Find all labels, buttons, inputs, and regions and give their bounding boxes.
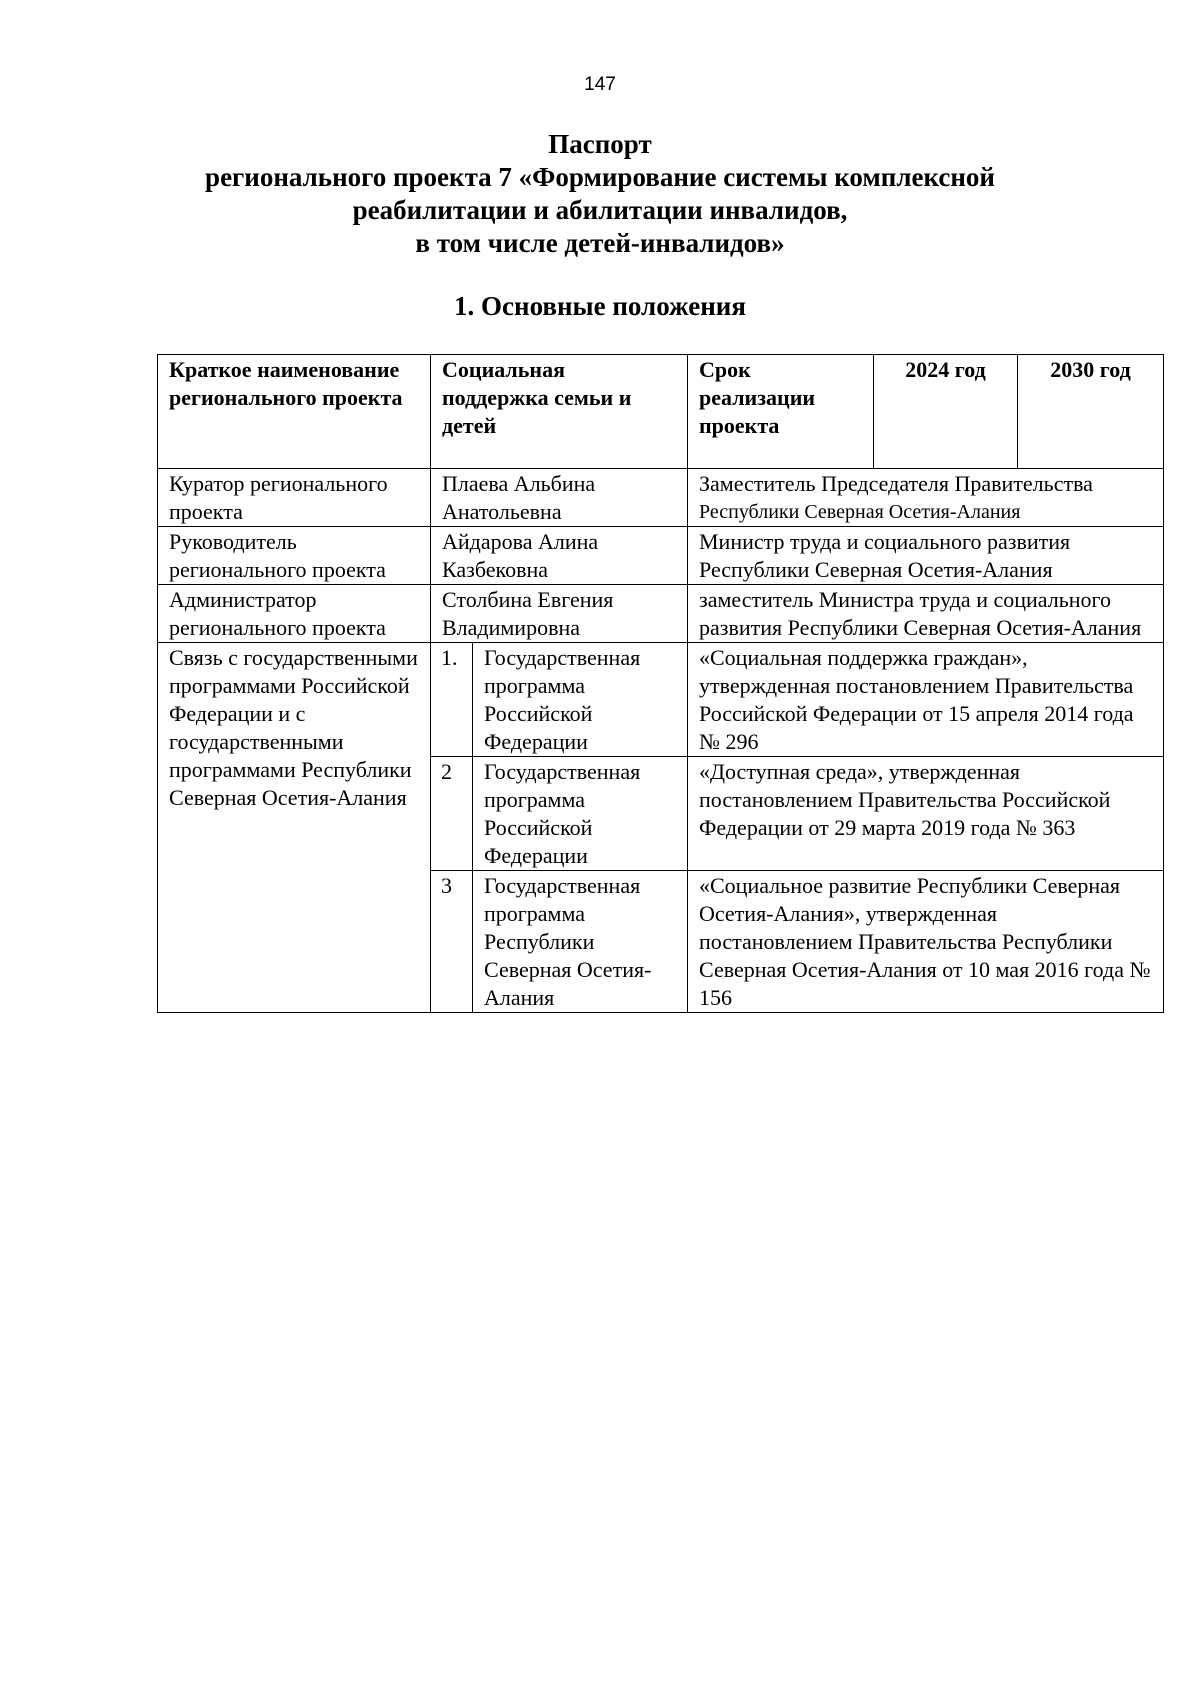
program-2-description-cell: «Доступная среда», утвержденная постановлением Правительства Российской Федерации от 29 марта 2019 года № 363 — [688, 757, 1164, 871]
leader-name-cell: Айдарова Алина Казбековна — [431, 527, 688, 585]
term-label-cell: Срок реализации проекта — [688, 355, 874, 469]
table-row-header — [158, 355, 1164, 469]
title-line-3: реабилитации и абилитации инвалидов, — [352, 195, 848, 225]
program-2-number-cell: 2 — [431, 757, 473, 871]
leader-label-cell: Руководитель регионального проекта — [158, 527, 431, 585]
passport-table — [157, 354, 1164, 1013]
curator-position-cell — [688, 469, 1164, 527]
table-row-leader — [158, 527, 1164, 585]
title-line-2: регионального проекта 7 «Формирование системы комплексной — [205, 162, 995, 192]
program-3-type-cell: Государственная программа Республики Северная Осетия-Алания — [473, 871, 688, 1013]
table-row-program-1 — [158, 643, 1164, 757]
links-label-cell: Связь с государственными программами Российской Федерации и с государственными программами Республики Северная Осетия-Алания — [158, 643, 431, 1013]
program-1-description-cell: «Социальная поддержка граждан», утвержденная постановлением Правительства Российской Федерации от 15 апреля 2014 года № 296 — [688, 643, 1164, 757]
program-3-description-cell: «Социальное развитие Республики Северная Осетия-Алания», утвержденная постановлением Правительства Республики Северная Осетия-Алания от 10 мая 2016 года № 156 — [688, 871, 1164, 1013]
curator-name-cell: Плаева Альбина Анатольевна — [431, 469, 688, 527]
curator-position-line-1: Заместитель Председателя Правительства — [699, 471, 1093, 496]
program-1-type-cell: Государственная программа Российской Федерации — [473, 643, 688, 757]
title-line-1: Паспорт — [548, 129, 652, 159]
administrator-position-cell: заместитель Министра труда и социального развития Республики Северная Осетия-Алания — [688, 585, 1164, 643]
curator-position-line-2: Республики Северная Осетия-Алания — [699, 501, 1021, 523]
table-row-curator — [158, 469, 1164, 527]
year-end-cell: 2030 год — [1018, 355, 1164, 469]
program-1-number-cell: 1. — [431, 643, 473, 757]
document-title — [100, 128, 1100, 260]
page-number: 147 — [584, 74, 616, 95]
administrator-label-cell: Администратор регионального проекта — [158, 585, 431, 643]
table-row-administrator — [158, 585, 1164, 643]
program-3-number-cell: 3 — [431, 871, 473, 1013]
short-name-label-cell: Краткое наименование регионального проекта — [158, 355, 431, 469]
program-2-type-cell: Государственная программа Российской Федерации — [473, 757, 688, 871]
section-heading: 1. Основные положения — [454, 291, 746, 321]
leader-position-cell: Министр труда и социального развития Республики Северная Осетия-Алания — [688, 527, 1164, 585]
administrator-name-cell: Столбина Евгения Владимировна — [431, 585, 688, 643]
curator-label-cell: Куратор регионального проекта — [158, 469, 431, 527]
year-start-cell: 2024 год — [874, 355, 1018, 469]
title-line-4: в том числе детей-инвалидов» — [415, 228, 785, 258]
short-name-value-cell: Социальная поддержка семьи и детей — [431, 355, 688, 469]
